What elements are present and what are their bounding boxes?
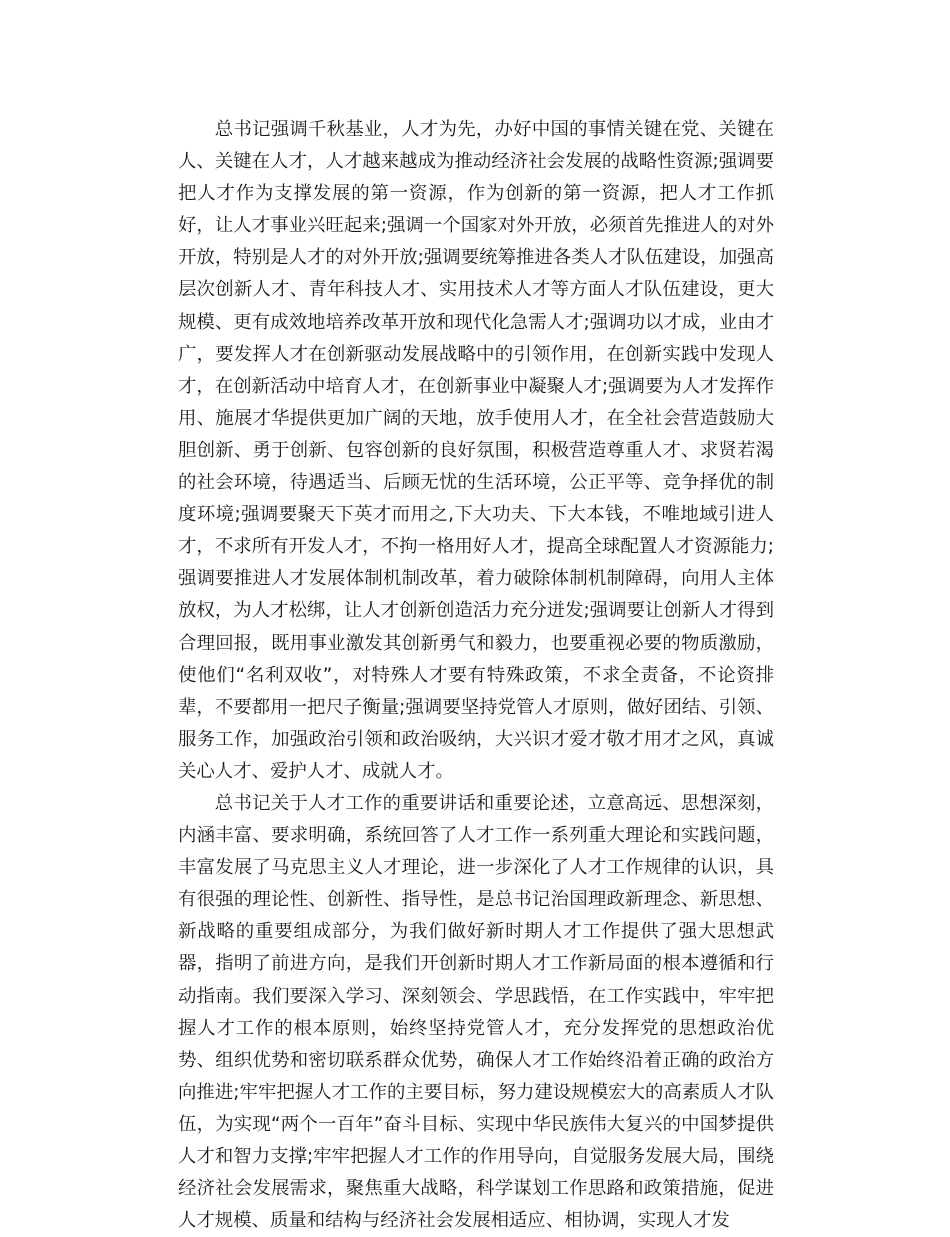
paragraph-1: 总书记强调千秋基业，人才为先，办好中国的事情关键在党、关键在人、关键在人才，人才越来越成为推动经济社会发展的战略性资源;强调要把人才作为支撑发展的第一资源，作为创新的第一资源，把人才工作抓好，让人才事业兴旺起来;强调一个国家对外开放，必须首先推进人的对外开放，特别是人才的对外开放;强调要统筹推进各类人才队伍建设，加强高层次创新人才、青年科技人才、实用技术人才等方面人才队伍建设，更大规模、更有成效地培养改革开放和现代化急需人才;强调功以才成，业由才广，要发挥人才在创新驱动发展战略中的引领作用，在创新实践中发现人才，在创新活动中培育人才，在创新事业中凝聚人才;强调要为人才发挥作用、施展才华提供更加广阔的天地，放手使用人才，在全社会营造鼓励大胆创新、勇于创新、包容创新的良好氛围，积极营造尊重人才、求贤若渴的社会环境，待遇适当、后顾无忧的生活环境，公正平等、竞争择优的制度环境;强调要聚天下英才而用之,下大功夫、下大本钱，不唯地域引进人才，不求所有开发人才，不拘一格用好人才，提高全球配置人才资源能力;强调要推进人才发展体制机制改革，着力破除体制机制障碍，向用人主体放权，为人才松绑，让人才创新创造活力充分迸发;强调要让创新人才得到合理回报，既用事业激发其创新勇气和毅力，也要重视必要的物质激励，使他们“名利双收”，对特殊人才要有特殊政策，不求全责备，不论资排辈，不要都用一把尺子衡量;强调要坚持党管人才原则，做好团结、引领、服务工作，加强政治引领和政治吸纳，大兴识才爱才敬才用才之风，真诚关心人才、爱护人才、成就人才。 (178, 119, 774, 782)
document-body (178, 114, 774, 1237)
paragraph-2: 总书记关于人才工作的重要讲话和重要论述，立意高远、思想深刻，内涵丰富、要求明确，系统回答了人才工作一系列重大理论和实践问题，丰富发展了马克思主义人才理论，进一步深化了人才工作规律的认识，具有很强的理论性、创新性、指导性，是总书记治国理政新理念、新思想、新战略的重要组成部分，为我们做好新时期人才工作提供了强大思想武器，指明了前进方向，是我们开创新时期人才工作新局面的根本遵循和行动指南。我们要深入学习、深刻领会、学思践悟，在工作实践中，牢牢把握人才工作的根本原则，始终坚持党管人才，充分发挥党的思想政治优势、组织优势和密切联系群众优势，确保人才工作始终沿着正确的政治方向推进;牢牢把握人才工作的主要目标，努力建设规模宏大的高素质人才队伍，为实现“两个一百年”奋斗目标、实现中华民族伟大复兴的中国梦提供人才和智力支撑;牢牢把握人才工作的作用导向，自觉服务发展大局，围绕经济社会发展需求，聚焦重大战略，科学谋划工作思路和政策措施，促进人才规模、质量和结构与经济社会发展相适应、相协调，实现人才发 (178, 792, 774, 1232)
